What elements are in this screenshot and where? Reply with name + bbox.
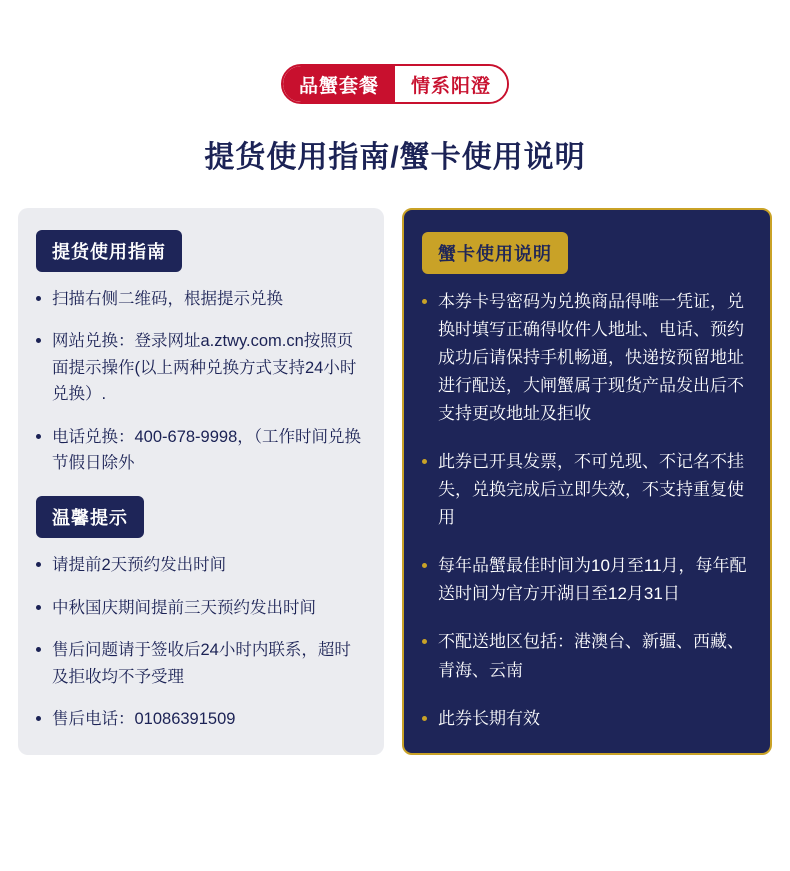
list-item: 此券长期有效: [422, 705, 752, 733]
list-item: 售后问题请于签收后24小时内联系，超时及拒收均不予受理: [36, 637, 366, 690]
list-item: 中秋国庆期间提前三天预约发出时间: [36, 595, 366, 621]
crab-card-terms-panel: [402, 208, 772, 755]
header-badge-row: [0, 64, 790, 104]
spacer: [422, 274, 752, 288]
list-item: 电话兑换：400-678-9998，（工作时间兑换节假日除外: [36, 424, 366, 477]
header-badge: [281, 64, 509, 104]
badge-left-label: 品蟹套餐: [283, 66, 395, 102]
spacer: [36, 538, 366, 552]
spacer: [36, 272, 366, 286]
list-item: 请提前2天预约发出时间: [36, 552, 366, 578]
list-item: 扫描右侧二维码，根据提示兑换: [36, 286, 366, 312]
warm-tips-list: [36, 552, 366, 732]
list-item: 网站兑换：登录网址a.ztwy.com.cn按照页面提示操作(以上两种兑换方式支持24小时兑换）.: [36, 328, 366, 407]
warm-tips-heading: 温馨提示: [36, 496, 144, 538]
crab-card-terms-list: [422, 288, 752, 733]
pickup-guide-panel: [18, 208, 384, 755]
pickup-guide-heading: 提货使用指南: [36, 230, 182, 272]
pickup-guide-list: [36, 286, 366, 476]
spacer: [36, 476, 366, 496]
crab-card-terms-heading: 蟹卡使用说明: [422, 232, 568, 274]
list-item: 售后电话：01086391509: [36, 706, 366, 732]
badge-right-label: 情系阳澄: [395, 66, 507, 102]
panels-container: [0, 208, 790, 755]
list-item: 此券已开具发票，不可兑现、不记名不挂失，兑换完成后立即失效，不支持重复使用: [422, 448, 752, 532]
list-item: 每年品蟹最佳时间为10月至11月，每年配送时间为官方开湖日至12月31日: [422, 552, 752, 608]
list-item: 本券卡号密码为兑换商品得唯一凭证，兑换时填写正确得收件人地址、电话、预约成功后请保持手机畅通，快递按预留地址进行配送，大闸蟹属于现货产品发出后不支持更改地址及拒收: [422, 288, 752, 428]
page-title: 提货使用指南/蟹卡使用说明: [204, 141, 586, 174]
promo-page: [0, 64, 790, 871]
list-item: 不配送地区包括：港澳台、新疆、西藏、青海、云南: [422, 628, 752, 684]
